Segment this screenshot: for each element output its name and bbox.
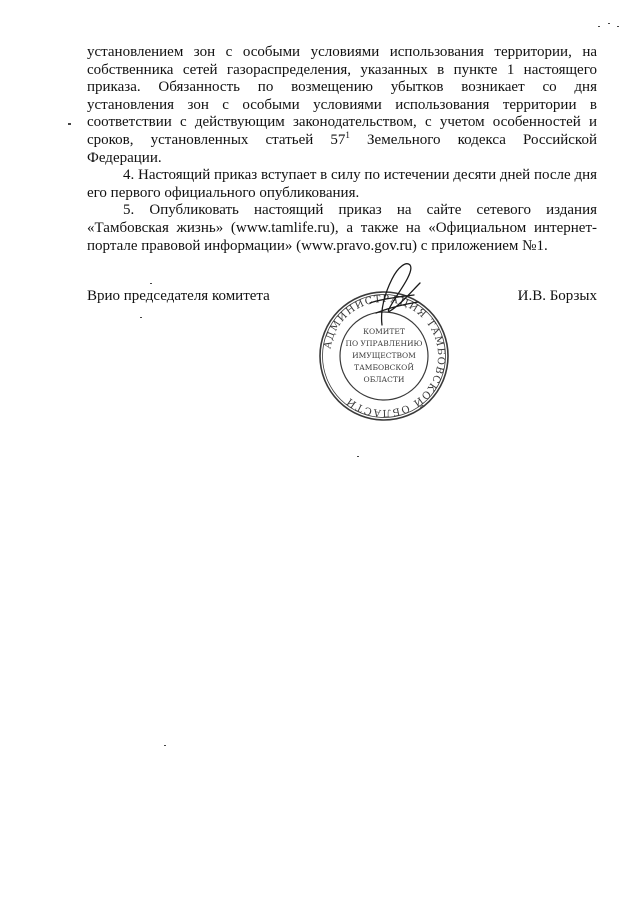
signatory-name: И.В. Борзых (517, 288, 597, 304)
continuation-line-6 (87, 129, 597, 150)
scan-speck (598, 26, 600, 27)
seal-inner-line-3: ИМУЩЕСТВОМ (352, 351, 416, 360)
seal-inner-line-5: ОБЛАСТИ (363, 375, 405, 384)
signature-stroke-graphic (340, 255, 450, 335)
seal-inner-line-4: ТАМБОВСКОЙ (354, 363, 414, 372)
scan-speck (68, 123, 71, 125)
continuation-line-3: приказа. Обязанность по возмещению убытков возникает со дня (87, 79, 597, 96)
continuation-line-5: соответствии с действующим законодательством, с учетом особенностей и (87, 114, 597, 131)
scan-speck (150, 283, 152, 284)
continuation-line-7: Федерации. (87, 149, 162, 166)
scan-speck (140, 317, 142, 318)
scan-speck (164, 745, 166, 746)
line6-text-a: сроков, установленных статьей 57 (87, 131, 346, 148)
continuation-line-1: установлением зон с особыми условиями использования территории, на (87, 44, 597, 60)
signatory-position: Врио председателя комитета (87, 288, 270, 304)
article-superscript: 1 (345, 129, 350, 140)
item-4-paragraph: 4. Настоящий приказ вступает в силу по истечении десяти дней после дня его первого официального опубликования. (87, 167, 597, 201)
item-5-paragraph: 5. Опубликовать настоящий приказ на сайте сетевого издания «Тамбовская жизнь» (www.tamlife.ru), а также на «Официальном интернет-портале правовой информации» (www.pravo.gov.ru) с приложением №1. (87, 202, 597, 254)
scan-speck (357, 456, 359, 457)
continuation-line-2: собственника сетей газораспределения, указанных в пункте 1 настоящего (87, 61, 597, 78)
handwritten-signature (340, 255, 450, 335)
document-body (87, 44, 597, 255)
scan-speck (608, 23, 610, 24)
scan-speck (617, 26, 619, 27)
continuation-line-4: установления зон с особыми условиями использования территории в (87, 96, 597, 113)
seal-inner-line-2: ПО УПРАВЛЕНИЮ (345, 339, 423, 348)
seal-ring-text: АДМИНИСТРАЦИЯ ТАМБОВСКОЙ ОБЛАСТИ (322, 293, 447, 419)
seal-inner-line-1: КОМИТЕТ (363, 327, 405, 336)
line6-text-b: Земельного кодекса Российской (349, 131, 597, 148)
